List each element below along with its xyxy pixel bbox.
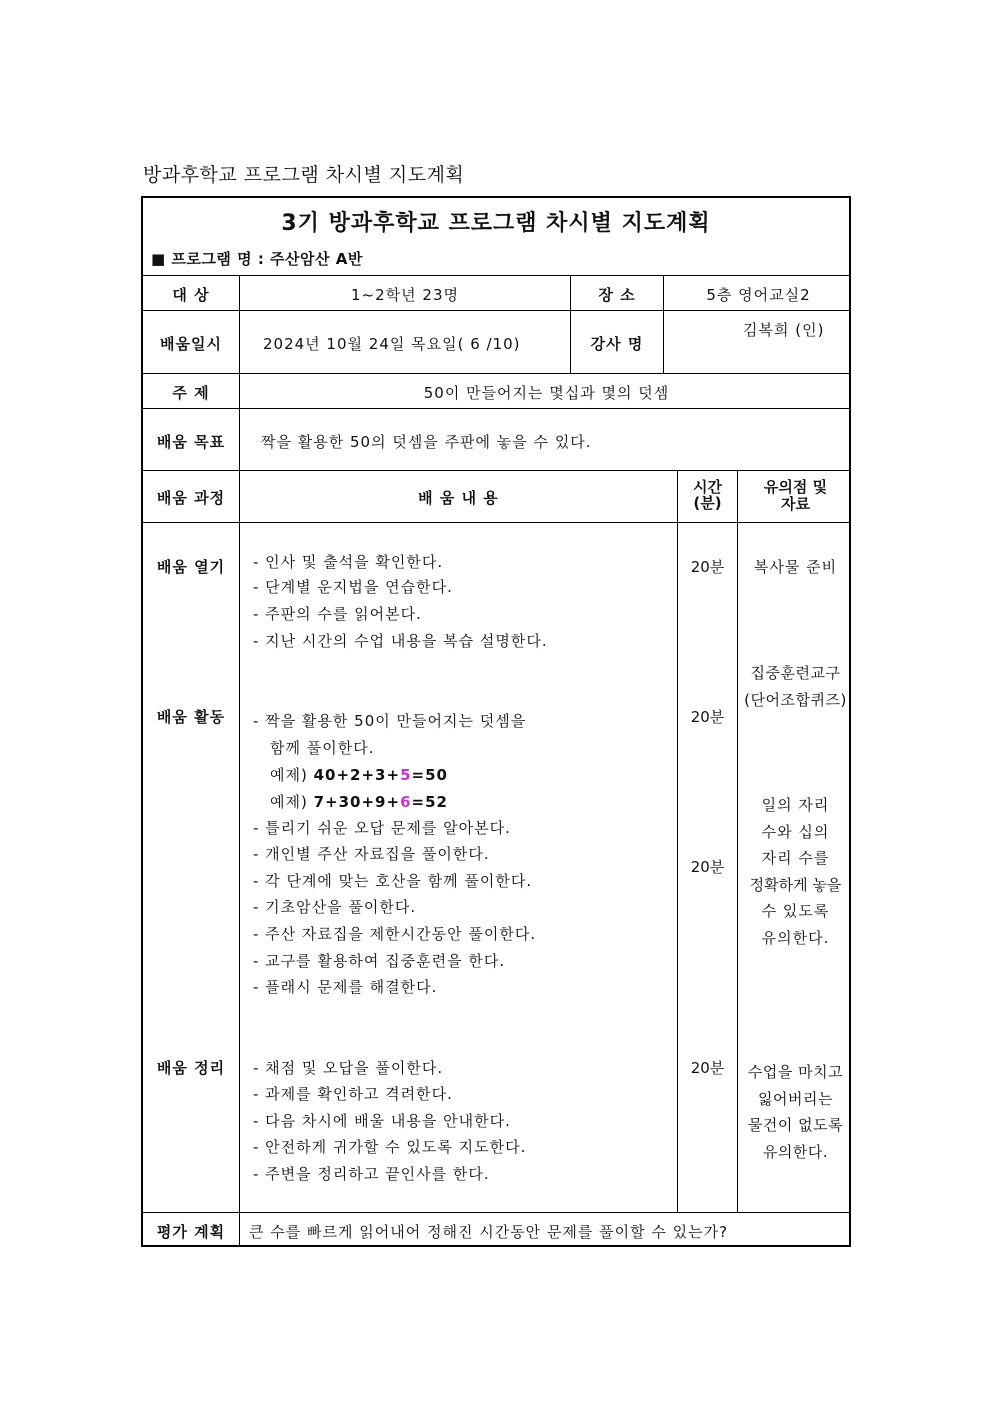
stage-close-time: 20분 bbox=[690, 1059, 725, 1077]
column-divider bbox=[239, 275, 240, 1247]
stage-activity-name: 배움 활동 bbox=[156, 708, 226, 726]
target-label: 대 상 bbox=[172, 286, 210, 304]
row-divider bbox=[143, 408, 849, 409]
example-result: =50 bbox=[411, 766, 448, 784]
row-divider bbox=[143, 470, 849, 471]
evaluation-label: 평가 계획 bbox=[156, 1223, 226, 1241]
example-prefix: 예제) bbox=[270, 766, 314, 784]
topic-value: 50이 만들어지는 몇십과 몇의 덧셈 bbox=[423, 384, 670, 402]
stage-open-note: 복사물 준비 bbox=[753, 558, 838, 576]
note-line: 잃어버리는 bbox=[758, 1089, 833, 1108]
example-expression: 7+30+9+ bbox=[313, 793, 401, 811]
row-divider bbox=[143, 275, 849, 276]
activity-caution-note bbox=[738, 792, 853, 951]
note-line: 물건이 없도록 bbox=[747, 1116, 844, 1134]
list-item: - 주판의 수를 읽어본다. bbox=[253, 605, 422, 623]
lesson-plan-table bbox=[141, 196, 851, 1247]
content-header: 배 움 내 용 bbox=[418, 489, 499, 507]
teacher-label: 강사 명 bbox=[590, 335, 644, 353]
list-item: 함께 풀이한다. bbox=[270, 739, 375, 757]
list-item: - 주변을 정리하고 끝인사를 한다. bbox=[253, 1165, 490, 1183]
note-line: 유의한다. bbox=[761, 928, 830, 947]
stage-open-time: 20분 bbox=[690, 558, 725, 576]
close-note bbox=[738, 1059, 853, 1165]
list-item: - 안전하게 귀가할 수 있도록 지도한다. bbox=[253, 1138, 527, 1156]
program-name-row bbox=[151, 248, 363, 269]
row-divider bbox=[143, 310, 849, 311]
teacher-value: 김복희 (인) bbox=[743, 321, 825, 339]
note-line: 정확하게 놓을 bbox=[749, 875, 842, 894]
notes-header-line: 유의점 및 bbox=[763, 478, 828, 496]
list-item: - 채점 및 오답을 풀이한다. bbox=[253, 1059, 444, 1077]
time-header-line: (분) bbox=[693, 494, 722, 512]
row-divider bbox=[143, 1212, 849, 1213]
list-item: - 과제를 확인하고 격려한다. bbox=[253, 1085, 453, 1103]
note-line: 집중훈련교구 bbox=[750, 664, 841, 682]
date-value: 2024년 10월 24일 목요일( 6 /10) bbox=[263, 335, 521, 353]
place-label: 장 소 bbox=[598, 286, 636, 304]
note-line: 수업을 마치고 bbox=[747, 1063, 844, 1081]
list-item: - 기초암산을 풀이한다. bbox=[253, 898, 417, 916]
process-header: 배움 과정 bbox=[156, 489, 226, 507]
goal-value: 짝을 활용한 50의 덧셈을 주판에 놓을 수 있다. bbox=[261, 433, 592, 451]
row-divider bbox=[143, 522, 849, 523]
stage-close-name: 배움 정리 bbox=[156, 1059, 226, 1077]
list-item: - 틀리기 쉬운 오답 문제를 알아본다. bbox=[253, 819, 511, 837]
form-title: 3기 방과후학교 프로그램 차시별 지도계획 bbox=[281, 211, 711, 236]
list-item: - 지난 시간의 수업 내용을 복습 설명한다. bbox=[253, 632, 548, 650]
list-item: - 단계별 운지법을 연습한다. bbox=[253, 578, 453, 596]
evaluation-value: 큰 수를 빠르게 읽어내어 정해진 시간동안 문제를 풀이할 수 있는가? bbox=[249, 1223, 729, 1241]
note-line: 유의한다. bbox=[762, 1142, 829, 1161]
notes-header bbox=[738, 479, 853, 513]
column-divider bbox=[677, 470, 678, 1212]
note-line: 수 있도록 bbox=[761, 902, 830, 920]
note-line: 일의 자리 bbox=[761, 796, 830, 814]
time-header bbox=[678, 479, 737, 511]
stage-activity-time: 20분 bbox=[690, 708, 725, 726]
note-line: 수와 십의 bbox=[761, 822, 830, 841]
stage-activity-time: 20분 bbox=[690, 858, 725, 876]
goal-label: 배움 목표 bbox=[156, 433, 226, 451]
list-item: - 인사 및 출석을 확인한다. bbox=[253, 553, 444, 571]
date-label: 배움일시 bbox=[160, 335, 222, 353]
activity-material-note bbox=[738, 660, 853, 713]
example-highlight: 6 bbox=[400, 793, 412, 811]
notes-header-line: 자료 bbox=[781, 495, 810, 513]
list-item: - 짝을 활용한 50이 만들어지는 덧셈을 bbox=[253, 712, 527, 730]
list-item: - 각 단계에 맞는 호산을 함께 풀이한다. bbox=[253, 872, 533, 890]
note-line: (단어조합퀴즈) bbox=[744, 690, 847, 709]
topic-label: 주 제 bbox=[172, 384, 210, 402]
square-bullet-icon: ■ bbox=[151, 250, 166, 268]
target-value: 1~2학년 23명 bbox=[351, 286, 459, 304]
example-line bbox=[270, 791, 448, 812]
example-prefix: 예제) bbox=[270, 793, 314, 811]
document-heading: 방과후학교 프로그램 차시별 지도계획 bbox=[143, 164, 465, 186]
time-header-line: 시간 bbox=[693, 478, 722, 496]
program-name: 프로그램 명 : 주산암산 A반 bbox=[171, 250, 363, 268]
list-item: - 플래시 문제를 해결한다. bbox=[253, 978, 438, 996]
list-item: - 다음 차시에 배울 내용을 안내한다. bbox=[253, 1112, 511, 1130]
stage-open-name: 배움 열기 bbox=[156, 558, 226, 576]
example-result: =52 bbox=[411, 793, 448, 811]
list-item: - 개인별 주산 자료집을 풀이한다. bbox=[253, 845, 490, 863]
list-item: - 주산 자료집을 제한시간동안 풀이한다. bbox=[253, 925, 537, 943]
note-line: 자리 수를 bbox=[761, 849, 830, 867]
list-item: - 교구를 활용하여 집중훈련을 한다. bbox=[253, 952, 506, 970]
example-line bbox=[270, 764, 448, 785]
row-divider bbox=[143, 373, 849, 374]
example-highlight: 5 bbox=[400, 766, 412, 784]
example-expression: 40+2+3+ bbox=[313, 766, 401, 784]
place-value: 5층 영어교실2 bbox=[706, 286, 811, 304]
